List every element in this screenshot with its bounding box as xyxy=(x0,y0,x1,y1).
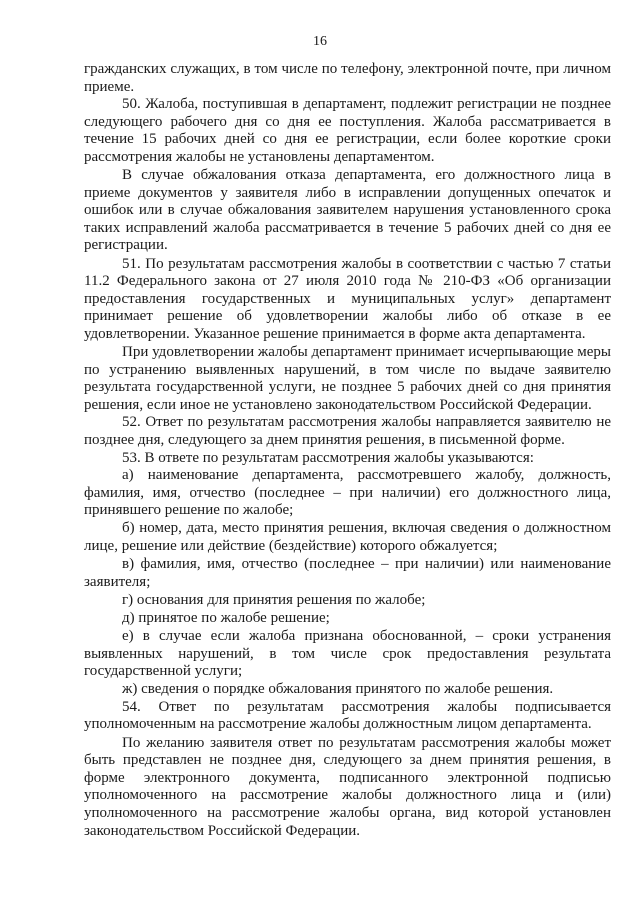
document-body xyxy=(84,61,611,840)
page-number: 16 xyxy=(313,34,327,49)
list-item-zh: ж) сведения о порядке обжалования принятого по жалобе решения. xyxy=(122,681,554,698)
paragraph-53: 53. В ответе по результатам рассмотрения жалобы указываются: xyxy=(122,449,534,466)
paragraph-51-satisfaction: При удовлетворении жалобы департамент принимает исчерпывающие меры по устранению выявленных нарушений, в том числе по выдаче заявителю результата государственной услуги, не позднее 5 рабочих дней со дня принятия решения, если иное не установлено законодательством Российской Федерации. xyxy=(84,344,611,413)
list-item-b: б) номер, дата, место принятия решения, включая сведения о должностном лице, решение или действие (бездействие) которого обжалуется; xyxy=(84,520,611,555)
paragraph-54: 54. Ответ по результатам рассмотрения жалобы подписывается уполномоченным на рассмотрение жалобы должностным лицом департамента. xyxy=(84,698,611,733)
list-item-e: е) в случае если жалоба признана обоснованной, – сроки устранения выявленных нарушений, в том числе срок предоставления результата государственной услуги; xyxy=(84,628,611,680)
list-item-a: а) наименование департамента, рассмотревшего жалобу, должность, фамилия, имя, отчество (последнее – при наличии) его должностного лица, принявшего решение по жалобе; xyxy=(84,467,611,519)
paragraph-52: 52. Ответ по результатам рассмотрения жалобы направляется заявителю не позднее дня, следующего за днем принятия решения, в письменной форме. xyxy=(84,414,611,448)
paragraph-54-electronic: По желанию заявителя ответ по результатам рассмотрения жалобы может быть представлен не позднее дня, следующего за днем принятия решения, в форме электронного документа, подписанного электронной подписью уполномоченного на рассмотрение жалобы должностного лица и (или) уполномоченного на рассмотрение жалобы органа, вид которой установлен законодательством Российской Федерации. xyxy=(84,734,611,839)
paragraph-50-appeal-refusal: В случае обжалования отказа департамента, его должностного лица в приеме документов у заявителя либо в исправлении допущенных опечаток и ошибок или в случае обжалования заявителем нарушения установленного срока таких исправлений жалоба рассматривается в течение 5 рабочих дней со дня ее регистрации. xyxy=(84,167,611,254)
paragraph-50: 50. Жалоба, поступившая в департамент, подлежит регистрации не позднее следующего рабочего дня со дня ее поступления. Жалоба рассматривается в течение 15 рабочих дней со дня ее регистрации, если более короткие сроки рассмотрения жалобы не установлены департаментом. xyxy=(84,96,611,165)
list-item-g: г) основания для принятия решения по жалобе; xyxy=(122,591,426,608)
paragraph-51: 51. По результатам рассмотрения жалобы в соответствии с частью 7 статьи 11.2 Федерального закона от 27 июля 2010 года № 210-ФЗ «Об организации предоставления государственных и муниципальных услуг» департамент принимает решение об удовлетворении жалобы либо об отказе в ее удовлетворении. Указанное решение принимается в форме акта департамента. xyxy=(84,255,611,342)
list-item-d: д) принятое по жалобе решение; xyxy=(122,609,330,626)
paragraph-continuation: гражданских служащих, в том числе по телефону, электронной почте, при личном приеме. xyxy=(84,61,611,95)
list-item-v: в) фамилия, имя, отчество (последнее – при наличии) или наименование заявителя; xyxy=(84,556,611,590)
